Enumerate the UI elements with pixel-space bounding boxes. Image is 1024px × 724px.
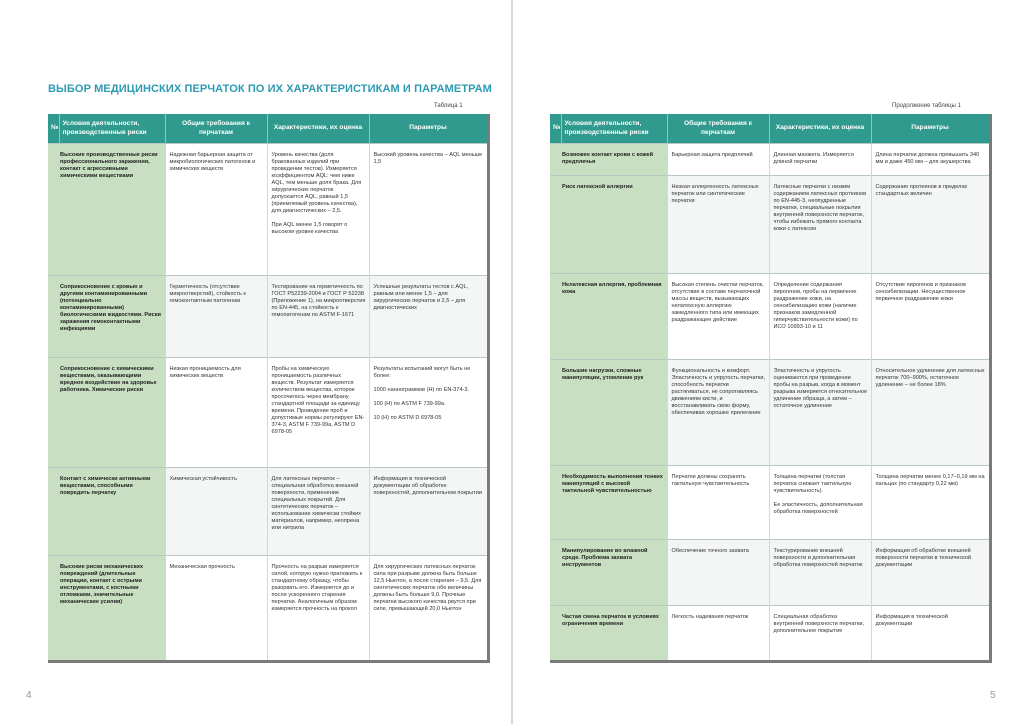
characteristics-cell: Для латексных перчаток – специальная обработка внешней поверхности, применение специальных покрытий. Для синтетических перчаток – использование химически стойких материалов, например, неопрена или нитрила xyxy=(267,468,369,556)
general-requirements-cell: Функциональность и комфорт. Эластичность и упругость перчатки, способность перчатки растягиваться, не сопротивляясь движениям кисти, и восстанавливать свою форму, обеспечивая хорошее прилегание xyxy=(667,360,769,466)
right-page xyxy=(513,0,1024,724)
table-row xyxy=(48,358,488,468)
page-number: 4 xyxy=(26,690,32,701)
characteristics-cell: Тестирование на герметичность по ГОСТ Р52239-2004 и ГОСТ Р 52238 (Приложение 1), на микроотверстия по EN-445, на стойкость к гемопатогенам по ASTM F-1671 xyxy=(267,276,369,358)
characteristics-cell: Толщина перчатки (толстая перчатка снижает тактильную чувствительность). Ее эластичность, дополнительная обработка поверхностей xyxy=(769,466,871,540)
general-requirements-cell: Химическая устойчивость xyxy=(165,468,267,556)
left-page xyxy=(0,0,511,724)
conditions-cell: Большие нагрузки, сложные манипуляции, утомление рук xyxy=(550,360,667,466)
conditions-cell: Риск латексной аллергии xyxy=(550,176,667,274)
table-row xyxy=(550,144,990,176)
table-row xyxy=(550,540,990,606)
table-header-row xyxy=(48,114,488,144)
general-requirements-cell: Механическая прочность xyxy=(165,556,267,662)
conditions-cell: Соприкосновение с кровью и другими контаминированными (потенциально контаминированными) биологическими жидкостями. Риски заражения гемоконтактными инфекциями xyxy=(48,276,165,358)
general-requirements-cell: Герметичность (отсутствие микроотверстий), стойкость к гемоконтактным патогенам xyxy=(165,276,267,358)
general-requirements-cell: Легкость надевания перчаток xyxy=(667,606,769,662)
table-row xyxy=(550,360,990,466)
conditions-cell: Контакт с химически активными веществами, способными повредить перчатку xyxy=(48,468,165,556)
header-conditions: Условия деятельности, производственные риски xyxy=(561,114,667,144)
table-row xyxy=(48,468,488,556)
header-parameters: Параметры xyxy=(369,114,488,144)
table-row xyxy=(550,606,990,662)
general-requirements-cell: Обеспечение точного захвата xyxy=(667,540,769,606)
table-row xyxy=(48,144,488,276)
conditions-cell: Манипулирование во влажной среде. Проблема захвата инструментов xyxy=(550,540,667,606)
table-label: Таблица 1 xyxy=(434,103,463,109)
general-requirements-cell: Барьерная защита предплечий xyxy=(667,144,769,176)
general-requirements-cell: Надежная барьерная защита от микробиологических патогенов и химических веществ xyxy=(165,144,267,276)
table-label: Продолжение таблицы 1 xyxy=(892,103,961,109)
glove-selection-table xyxy=(48,114,490,663)
glove-selection-table-continued xyxy=(550,114,992,663)
characteristics-cell: Текстурирование внешней поверхности и дополнительная обработка поверхностей перчаток xyxy=(769,540,871,606)
parameters-cell: Длина перчатки должна превышать 340 мм и даже 450 мм – для акушерства xyxy=(871,144,990,176)
header-characteristics: Характеристики, их оценка xyxy=(267,114,369,144)
header-general-requirements: Общие требования к перчаткам xyxy=(667,114,769,144)
parameters-cell: Отсутствие пирогенов и признаков сенсибилизации. Несущественное первичное раздражение кожи xyxy=(871,274,990,360)
conditions-cell: Нелатексная аллергия, проблемная кожа xyxy=(550,274,667,360)
characteristics-cell: Эластичность и упругость оцениваются при проведении пробы на разрыв, когда в момент разрыва измеряется относительное удлинение образца, а затем – остаточное удлинение xyxy=(769,360,871,466)
table-row xyxy=(48,276,488,358)
conditions-cell: Высокие риски механических повреждений (длительные операции, контакт с острыми инструментами, с костными отломками, значительные механические усилия) xyxy=(48,556,165,662)
table-header-row xyxy=(550,114,990,144)
header-num: № xyxy=(550,114,561,144)
conditions-cell: Соприкосновение с химическими веществами, оказывающими вредное воздействие на здоровье работника. Химические риски xyxy=(48,358,165,468)
page-number: 5 xyxy=(990,690,996,701)
page-title: ВЫБОР МЕДИЦИНСКИХ ПЕРЧАТОК ПО ИХ ХАРАКТЕРИСТИКАМ И ПАРАМЕТРАМ xyxy=(48,83,492,95)
header-num: № xyxy=(48,114,59,144)
characteristics-cell: Прочность на разрыв измеряется силой, которую нужно приложить к стандартному образцу, чтобы разорвать его. Измеряется до и после ускоренного старения перчатки. Аналогичным образом измеряется прочность на прокол xyxy=(267,556,369,662)
parameters-cell: Относительное удлинение для латексных перчаток 700–900%, остаточное удлинение – не более 18% xyxy=(871,360,990,466)
characteristics-cell: Латексные перчатки с низким содержанием латексных протеинов по EN-445-3, неопудренные перчатки, специальные покрытия внутренней поверхности перчаток, чтобы избежать прямого контакта кожи с латексом xyxy=(769,176,871,274)
general-requirements-cell: Высокая степень очистки перчаток, отсутствие в составе перчаточной массы веществ, вызывающих нелатексную аллергию замедленного типа или имеющих раздражающее действие xyxy=(667,274,769,360)
parameters-cell: Информация в технической документации об обработке поверхностей, дополнительном покрытии xyxy=(369,468,488,556)
conditions-cell: Высокие производственные риски профессионального заражения, контакт с агрессивными химическими веществами xyxy=(48,144,165,276)
parameters-cell: Результаты испытаний могут быть не более: 1000 наннограммов (Н) по EN-374-3. 100 (Н) по ASTM F 739-99a. 10 (Н) по ASTM D 6978-05 xyxy=(369,358,488,468)
table-row xyxy=(550,274,990,360)
table-row xyxy=(550,176,990,274)
table-row xyxy=(550,466,990,540)
conditions-cell: Возможен контакт крови с кожей предплечья xyxy=(550,144,667,176)
general-requirements-cell: Низкая проницаемость для химических веществ xyxy=(165,358,267,468)
conditions-cell: Частая смена перчаток в условиях ограничения времени xyxy=(550,606,667,662)
parameters-cell: Для хирургических латексных перчаток сила при разрыве должна быть больше 12,5 Ньютон, а после старения – 9,5. Для синтетических перчаток обе величины должны быть больше 9,0. Прочные перчатки высокого качества рвутся при силе, превышающей 20,0 Ньютон xyxy=(369,556,488,662)
characteristics-cell: Определение содержания пирогенов, пробы на первичное раздражение кожи, на сенсибилизацию кожи (наличие признаков замедленной гиперчувствительности кожи) по ИСО 10993-10 и 11 xyxy=(769,274,871,360)
characteristics-cell: Длинная манжета. Измеряется длиной перчатки xyxy=(769,144,871,176)
characteristics-cell: Пробы на химическую проницаемость различных веществ. Результат измеряется количеством вещества, которое просочилось через мембрану стандартной площади за единицу времени. Проведение проб и допустимые нормы регулируют EN-374-3, ASTM F 739-99a, ASTM D 6978-05 xyxy=(267,358,369,468)
parameters-cell: Успешные результаты тестов с AQL, равным или менее 1,5 – для хирургических перчаток и 2,5 – для диагностических xyxy=(369,276,488,358)
header-conditions: Условия деятельности, производственные риски xyxy=(59,114,165,144)
general-requirements-cell: Перчатки должны сохранять тактильную чувствительность xyxy=(667,466,769,540)
table-row xyxy=(48,556,488,662)
parameters-cell: Информация об обработке внешней поверхности перчатки в технической документации xyxy=(871,540,990,606)
parameters-cell: Высокий уровень качества – AQL меньше 1,5 xyxy=(369,144,488,276)
parameters-cell: Информация в технической документации xyxy=(871,606,990,662)
header-characteristics: Характеристики, их оценка xyxy=(769,114,871,144)
conditions-cell: Необходимость выполнения тонких манипуляций с высокой тактильной чувствительностью xyxy=(550,466,667,540)
parameters-cell: Содержание протеинов в пределах стандартных величин xyxy=(871,176,990,274)
general-requirements-cell: Низкая аллергенность латексных перчаток или синтетические перчатки xyxy=(667,176,769,274)
header-parameters: Параметры xyxy=(871,114,990,144)
parameters-cell: Толщина перчатки менее 0,17–0,19 мм на пальцах (по стандарту 0,22 мм) xyxy=(871,466,990,540)
characteristics-cell: Уровень качества (доля бракованных изделий при проведении тестов). Измеряется коэффициентом AQL: чем ниже AQL, тем меньше доля брака. Для хирургических перчаток допускается AQL, равный 1,5 (приемлемый уровень качества), для диагностических – 2,5. При AQL менее 1,5 говорят о высоком уровне качества xyxy=(267,144,369,276)
header-general-requirements: Общие требования к перчаткам xyxy=(165,114,267,144)
characteristics-cell: Специальная обработка внутренней поверхности перчатки, дополнительное покрытие xyxy=(769,606,871,662)
